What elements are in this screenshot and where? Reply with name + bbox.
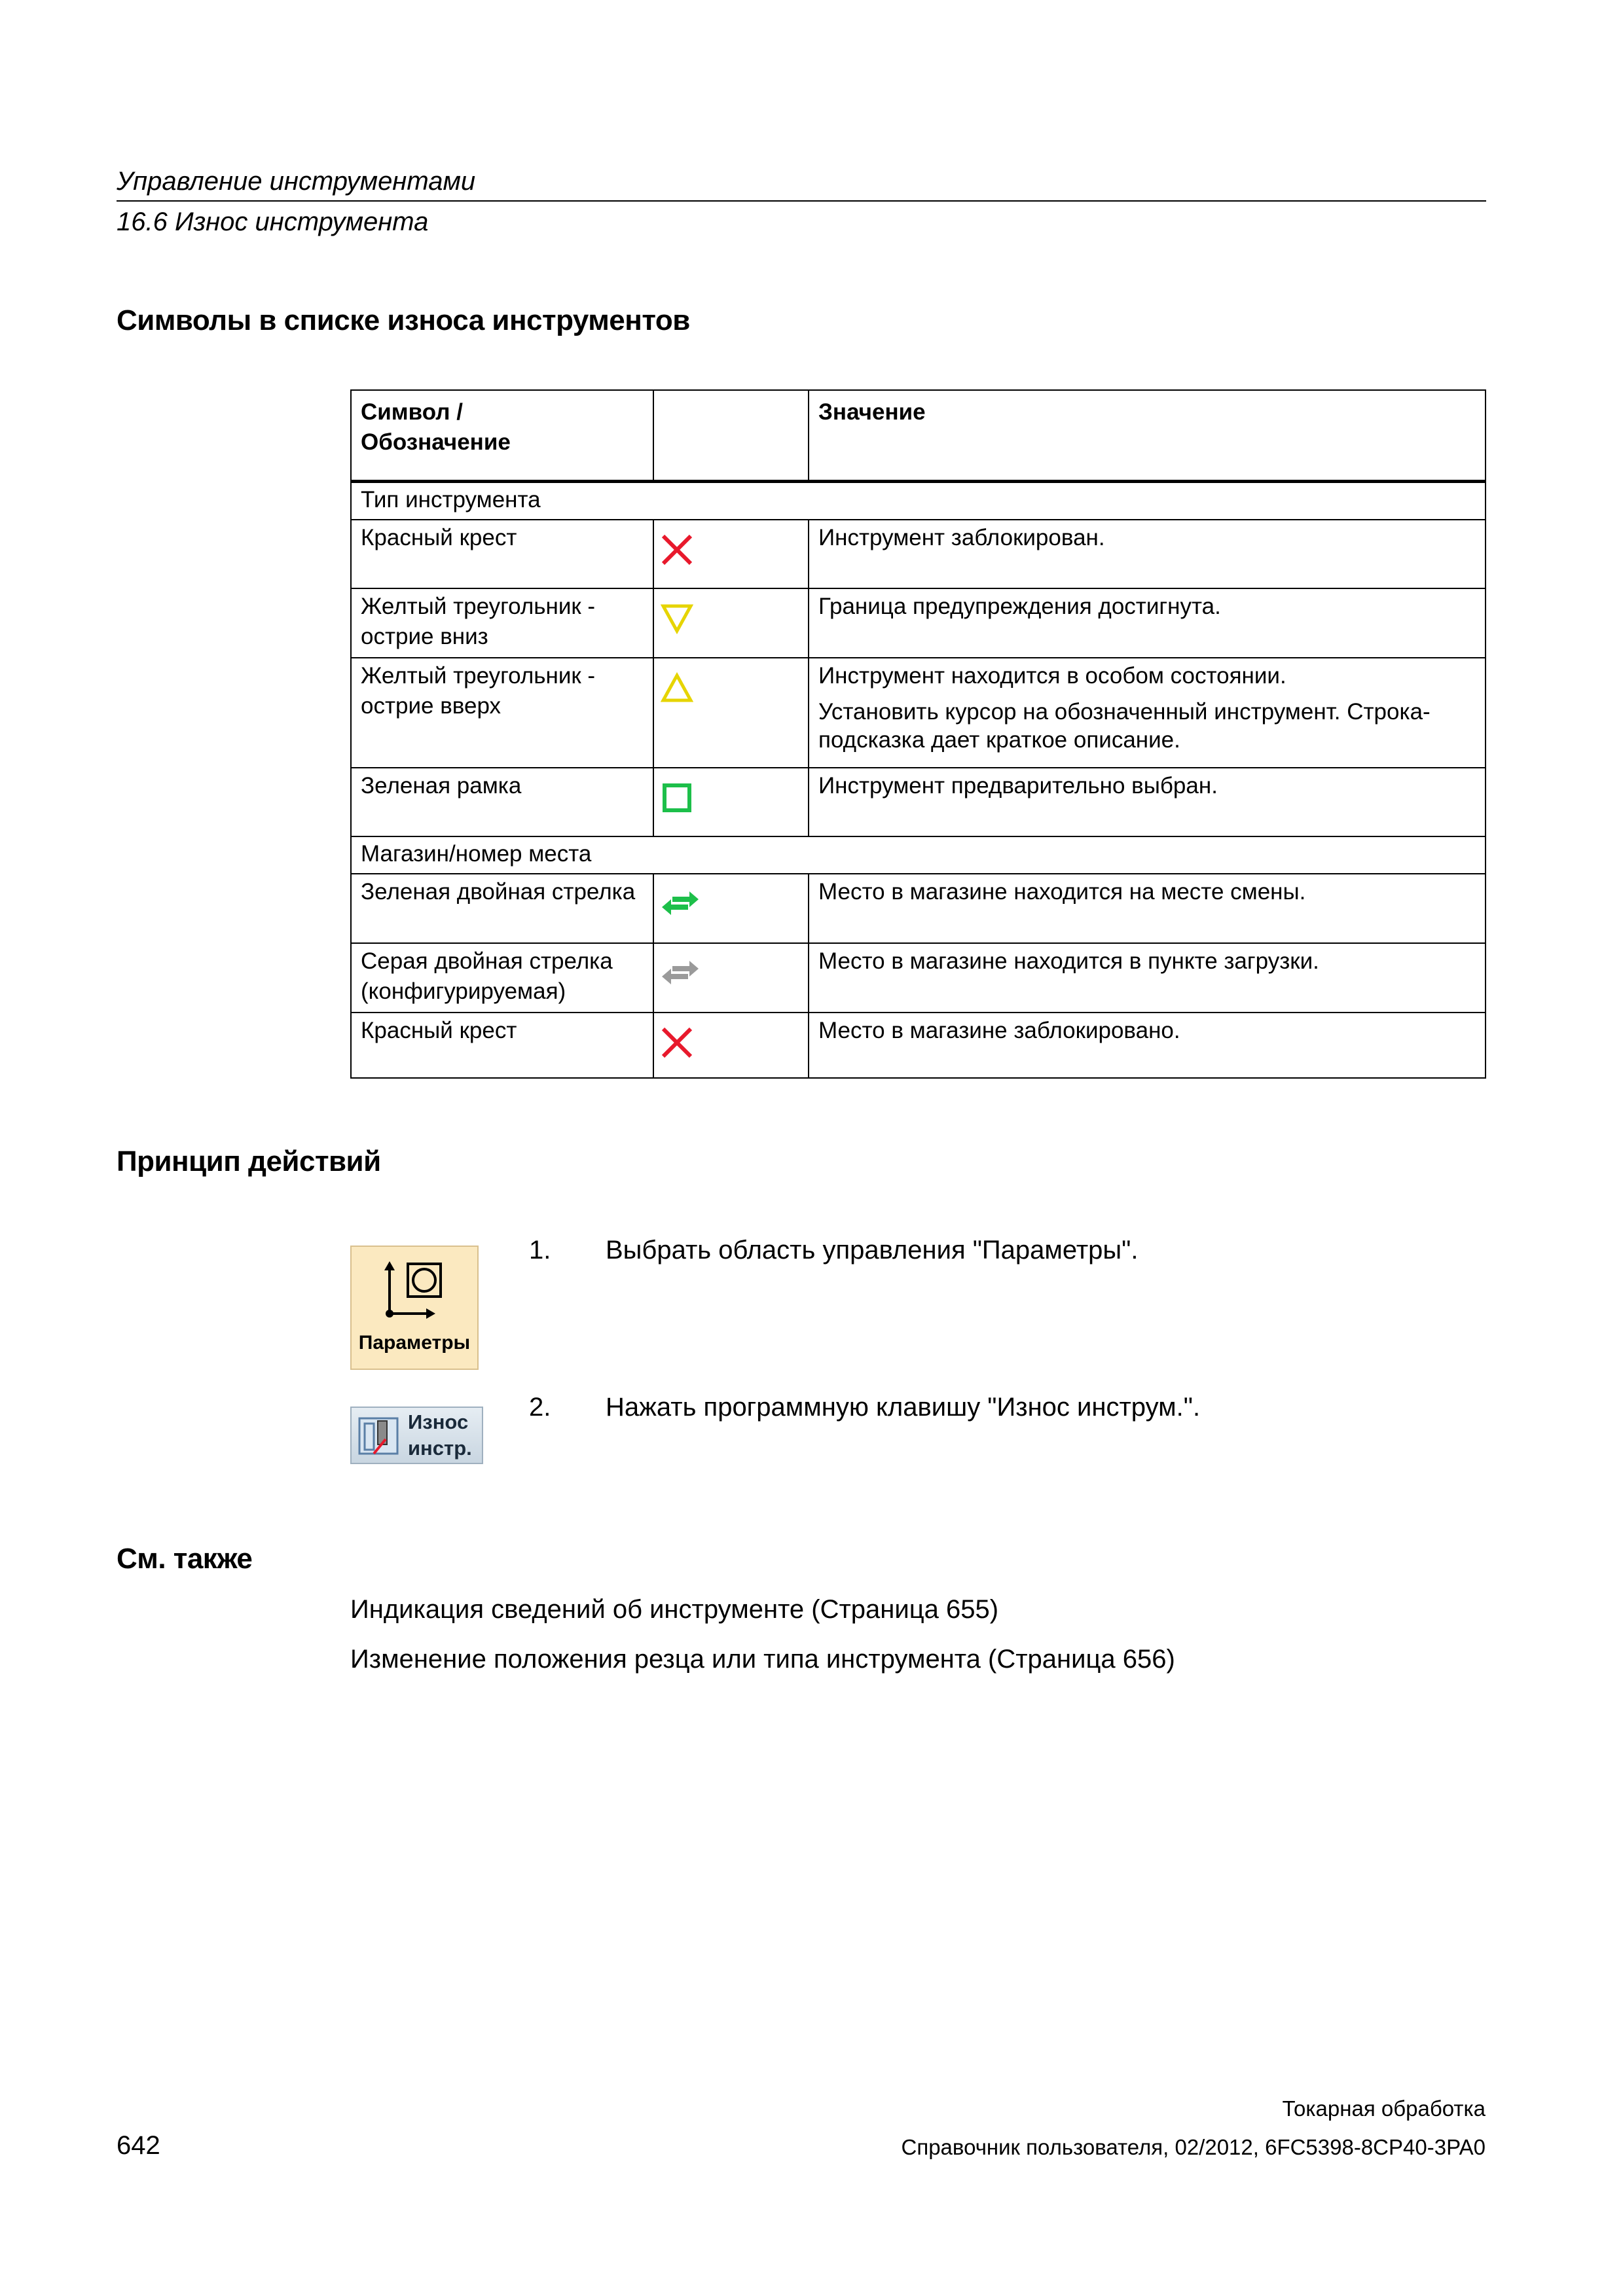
principle-heading: Принцип действий xyxy=(117,1145,381,1177)
see-also-heading: См. также xyxy=(117,1543,253,1575)
symbols-table xyxy=(350,389,1486,1079)
symbols-heading: Символы в списке износа инструментов xyxy=(117,304,690,336)
table-row xyxy=(351,658,1486,768)
symbol-icon-cell xyxy=(653,943,809,1013)
col-header-symbol-line1: Символ / xyxy=(361,399,463,425)
symbol-icon-cell xyxy=(653,768,809,836)
symbol-icon-cell xyxy=(653,1013,809,1078)
symbol-name: Красный крест xyxy=(351,520,653,588)
red-cross-icon xyxy=(661,533,693,566)
symbol-icon-cell xyxy=(653,588,809,658)
col-header-symbol-line2: Обозначение xyxy=(361,429,511,455)
see-also-link-tool-info[interactable]: Индикация сведений об инструменте (Страница 655) xyxy=(350,1595,999,1624)
step-text: Выбрать область управления "Параметры". xyxy=(606,1236,1139,1265)
step-number: 1. xyxy=(529,1236,551,1265)
section-title: 16.6 Износ инструмента xyxy=(117,207,429,236)
yellow-triangle-up-icon xyxy=(661,672,693,704)
symbol-name: Красный крест xyxy=(351,1013,653,1078)
group-row-magazine xyxy=(351,836,1486,874)
green-double-arrow-icon xyxy=(661,888,700,920)
group-label: Тип инструмента xyxy=(351,482,1486,520)
symbol-meaning-cell xyxy=(809,658,1486,768)
table-row xyxy=(351,874,1486,943)
table-row xyxy=(351,943,1486,1013)
symbol-meaning: Граница предупреждения достигнута. xyxy=(809,588,1486,658)
col-header-meaning: Значение xyxy=(809,390,1486,482)
group-label: Магазин/номер места xyxy=(351,836,1486,874)
see-also-link-cutting-edge[interactable]: Изменение положения резца или типа инструмента (Страница 656) xyxy=(350,1645,1175,1674)
tool-wear-icon xyxy=(358,1417,401,1458)
yellow-triangle-down-icon xyxy=(661,602,693,635)
symbol-meaning: Место в магазине находится на месте смены. xyxy=(809,874,1486,943)
symbol-meaning: Инструмент заблокирован. xyxy=(809,520,1486,588)
symbol-meaning: Место в магазине находится в пункте загрузки. xyxy=(809,943,1486,1013)
table-row xyxy=(351,520,1486,588)
footer-doc-title: Токарная обработка xyxy=(1282,2096,1486,2121)
green-frame-icon xyxy=(661,781,693,814)
table-row xyxy=(351,1013,1486,1078)
table-row xyxy=(351,768,1486,836)
page-number: 642 xyxy=(117,2131,160,2160)
step-number: 2. xyxy=(529,1393,551,1422)
table-row xyxy=(351,588,1486,658)
symbol-name: Серая двойная стрелка (конфигурируемая) xyxy=(351,943,653,1013)
footer-doc-ref: Справочник пользователя, 02/2012, 6FC5398-8CP40-3PA0 xyxy=(901,2135,1486,2159)
symbol-icon-cell xyxy=(653,874,809,943)
col-header-icon xyxy=(653,390,809,482)
step-text: Нажать программную клавишу "Износ инструм.". xyxy=(606,1393,1201,1422)
chapter-title: Управление инструментами xyxy=(117,167,476,196)
symbol-meaning: Инструмент предварительно выбран. xyxy=(809,768,1486,836)
symbol-meaning-extra: Установить курсор на обозначенный инструмент. Строка-подсказка дает краткое описание. xyxy=(818,699,1431,753)
symbol-icon-cell xyxy=(653,658,809,768)
symbol-meaning: Место в магазине заблокировано. xyxy=(809,1013,1486,1078)
tool-wear-label-line1: Износ xyxy=(408,1410,469,1433)
group-row-tool-type xyxy=(351,482,1486,520)
parameters-axes-icon xyxy=(375,1259,447,1324)
tool-wear-label-line2: инстр. xyxy=(408,1437,472,1460)
symbol-name: Зеленая двойная стрелка xyxy=(351,874,653,943)
symbol-meaning: Инструмент находится в особом состоянии. xyxy=(818,663,1286,689)
symbol-name: Зеленая рамка xyxy=(351,768,653,836)
tool-wear-softkey-label xyxy=(408,1409,472,1462)
table-header-row xyxy=(351,390,1486,482)
tool-wear-softkey[interactable] xyxy=(350,1407,483,1464)
symbol-icon-cell xyxy=(653,520,809,588)
col-header-symbol xyxy=(351,390,653,482)
parameters-softkey-label: Параметры xyxy=(358,1332,471,1354)
parameters-softkey[interactable] xyxy=(350,1246,479,1370)
header-rule xyxy=(117,200,1486,202)
gray-double-arrow-icon xyxy=(661,957,700,990)
red-cross-icon xyxy=(661,1026,693,1059)
symbol-name: Желтый треугольник - острие вниз xyxy=(351,588,653,658)
symbol-name: Желтый треугольник - острие вверх xyxy=(351,658,653,768)
